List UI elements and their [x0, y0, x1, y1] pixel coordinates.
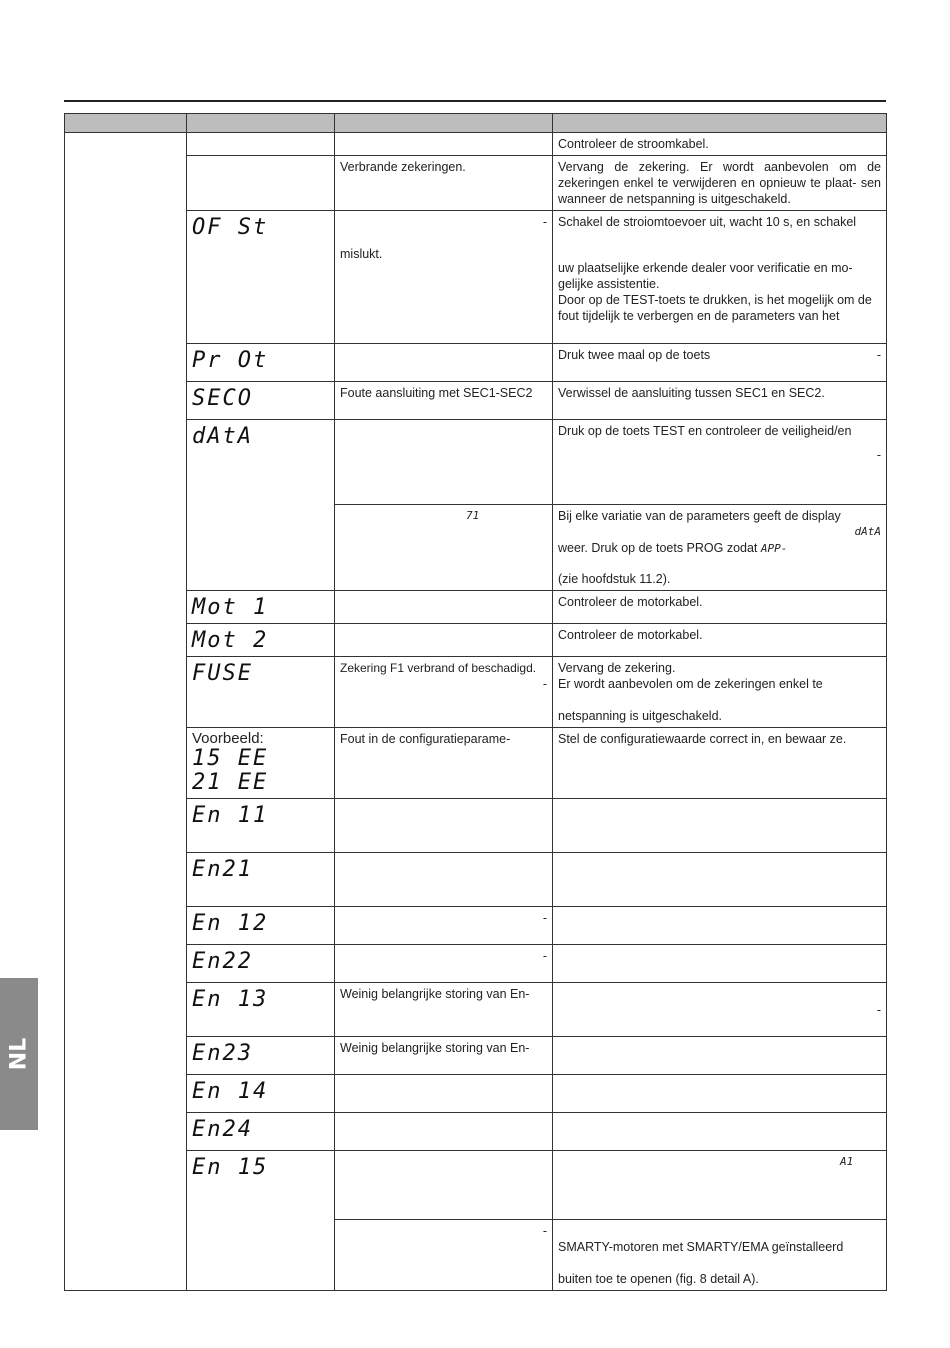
table-row: [65, 624, 887, 657]
solution-cell: [553, 945, 887, 983]
solution-cell: Vervang de zekering. Er wordt aanbevolen om de zekeringen enkel te netspanning is uitgeschakeld.: [553, 657, 887, 728]
code-cell: [187, 907, 335, 945]
solution-cell: [553, 1075, 887, 1113]
code-cell: [187, 156, 335, 211]
error-code: OF St: [192, 215, 269, 240]
solution-cell: Controleer de stroomkabel.: [553, 133, 887, 156]
code-cell: [187, 657, 335, 728]
table-header-row: [65, 114, 887, 133]
code-cell: [187, 1113, 335, 1151]
cause-cell: 71: [335, 505, 553, 591]
solution-cell: Druk op de toets TEST en controleer de veiligheid/en -: [553, 420, 887, 505]
error-table: [64, 113, 887, 1291]
solution-cell: -: [553, 983, 887, 1037]
solution-cell: Schakel de stroiomtoevoer uit, wacht 10 s, en schakel uw plaatselijke erkende dealer voor verificatie en mo- gelijke assistentie. Door op de TEST-toets te drukken, is het mogelijk om de fout tijdelijk te verbergen en de parameters van het: [553, 211, 887, 344]
cause-cell: Verbrande zekeringen.: [335, 156, 553, 211]
table-row: [65, 1151, 887, 1220]
cause-cell: -: [335, 945, 553, 983]
solution-cell: Bij elke variatie van de parameters geeft de display dAtA weer. Druk op de toets PROG zodat APP- (zie hoofdstuk 11.2).: [553, 505, 887, 591]
error-code: dAtA: [192, 424, 253, 449]
table-row: [65, 983, 887, 1037]
code-cell: [187, 591, 335, 624]
error-code: En24: [192, 1117, 253, 1142]
solution-cell: A1: [553, 1151, 887, 1220]
table-row: [65, 344, 887, 382]
code-cell: [187, 945, 335, 983]
solution-cell: Druk twee maal op de toets -: [553, 344, 887, 382]
error-code: En 13: [192, 987, 269, 1012]
solution-cell: Controleer de motorkabel.: [553, 591, 887, 624]
code-cell: [187, 1075, 335, 1113]
error-code: 21 EE: [192, 770, 269, 795]
header-rule: [64, 100, 886, 102]
error-code: En22: [192, 949, 253, 974]
table-row: [65, 853, 887, 907]
cause-cell: Foute aansluiting met SEC1-SEC2: [335, 382, 553, 420]
code-cell: [187, 1037, 335, 1075]
cause-cell: [335, 624, 553, 657]
cause-cell: [335, 420, 553, 505]
table-row: [65, 1037, 887, 1075]
solution-cell: [553, 853, 887, 907]
table-row: [65, 1113, 887, 1151]
table-row: [65, 591, 887, 624]
cause-cell: [335, 799, 553, 853]
cause-cell: Weinig belangrijke storing van En-: [335, 983, 553, 1037]
code-cell: [187, 211, 335, 344]
table-row: [65, 133, 887, 156]
cause-cell: Zekering F1 verbrand of beschadigd. -: [335, 657, 553, 728]
error-code: En 12: [192, 911, 269, 936]
code-cell: [187, 624, 335, 657]
cause-cell: [335, 1075, 553, 1113]
cause-cell: - mislukt.: [335, 211, 553, 344]
code-cell: [187, 420, 335, 591]
solution-cell: [553, 1037, 887, 1075]
code-cell: [187, 382, 335, 420]
code-cell: [187, 344, 335, 382]
table-row: [65, 211, 887, 344]
table-row: [65, 156, 887, 211]
solution-cell: Vervang de zekering. Er wordt aanbevolen om de zekeringen enkel te verwijderen en opnieuw te plaat- sen wanneer de netspanning is uitgeschakeld.: [553, 156, 887, 211]
solution-cell: Controleer de motorkabel.: [553, 624, 887, 657]
table-row: [65, 382, 887, 420]
cause-cell: [335, 1113, 553, 1151]
solution-cell: Stel de configuratiewaarde correct in, en bewaar ze.: [553, 728, 887, 799]
cause-cell: [335, 344, 553, 382]
code-cell: Voorbeeld: 15 EE 21 EE: [187, 728, 335, 799]
error-code: En21: [192, 857, 253, 882]
language-tab: [0, 978, 38, 1130]
solution-cell: [553, 907, 887, 945]
header-cell-2: [187, 114, 335, 133]
cause-cell: [335, 591, 553, 624]
error-code: En23: [192, 1041, 253, 1066]
error-code: Mot 2: [192, 628, 269, 653]
code-cell: [187, 799, 335, 853]
cause-cell: -: [335, 907, 553, 945]
error-code: SECO: [192, 386, 253, 411]
error-code: En 11: [192, 803, 269, 828]
header-cell-1: [65, 114, 187, 133]
solution-cell: [553, 1113, 887, 1151]
table-row: [65, 799, 887, 853]
error-code: 15 EE: [192, 746, 269, 771]
cause-cell: [335, 133, 553, 156]
code-cell: [187, 1151, 335, 1291]
table-row: [65, 1075, 887, 1113]
cause-cell: [335, 1151, 553, 1220]
error-code: Pr Ot: [192, 348, 269, 373]
table-row: [65, 657, 887, 728]
language-tab-label: NL: [6, 1037, 32, 1071]
error-code: En 14: [192, 1079, 269, 1104]
table-row: [65, 420, 887, 505]
code-cell: [187, 983, 335, 1037]
solution-cell: Verwissel de aansluiting tussen SEC1 en SEC2.: [553, 382, 887, 420]
cause-cell: -: [335, 1220, 553, 1291]
header-cell-4: [553, 114, 887, 133]
code-cell: [187, 853, 335, 907]
solution-cell: SMARTY-motoren met SMARTY/EMA geïnstalleerd buiten toe te openen (fig. 8 detail A).: [553, 1220, 887, 1291]
table-row: [65, 907, 887, 945]
error-code: Mot 1: [192, 595, 269, 620]
solution-cell: [553, 799, 887, 853]
error-code: En 15: [192, 1155, 269, 1180]
cause-cell: Fout in de configuratieparame-: [335, 728, 553, 799]
table-row: [65, 728, 887, 799]
table-row: [65, 945, 887, 983]
error-code: FUSE: [192, 661, 253, 686]
category-cell: [65, 133, 187, 1291]
cause-cell: [335, 853, 553, 907]
cause-cell: Weinig belangrijke storing van En-: [335, 1037, 553, 1075]
header-cell-3: [335, 114, 553, 133]
code-cell: [187, 133, 335, 156]
